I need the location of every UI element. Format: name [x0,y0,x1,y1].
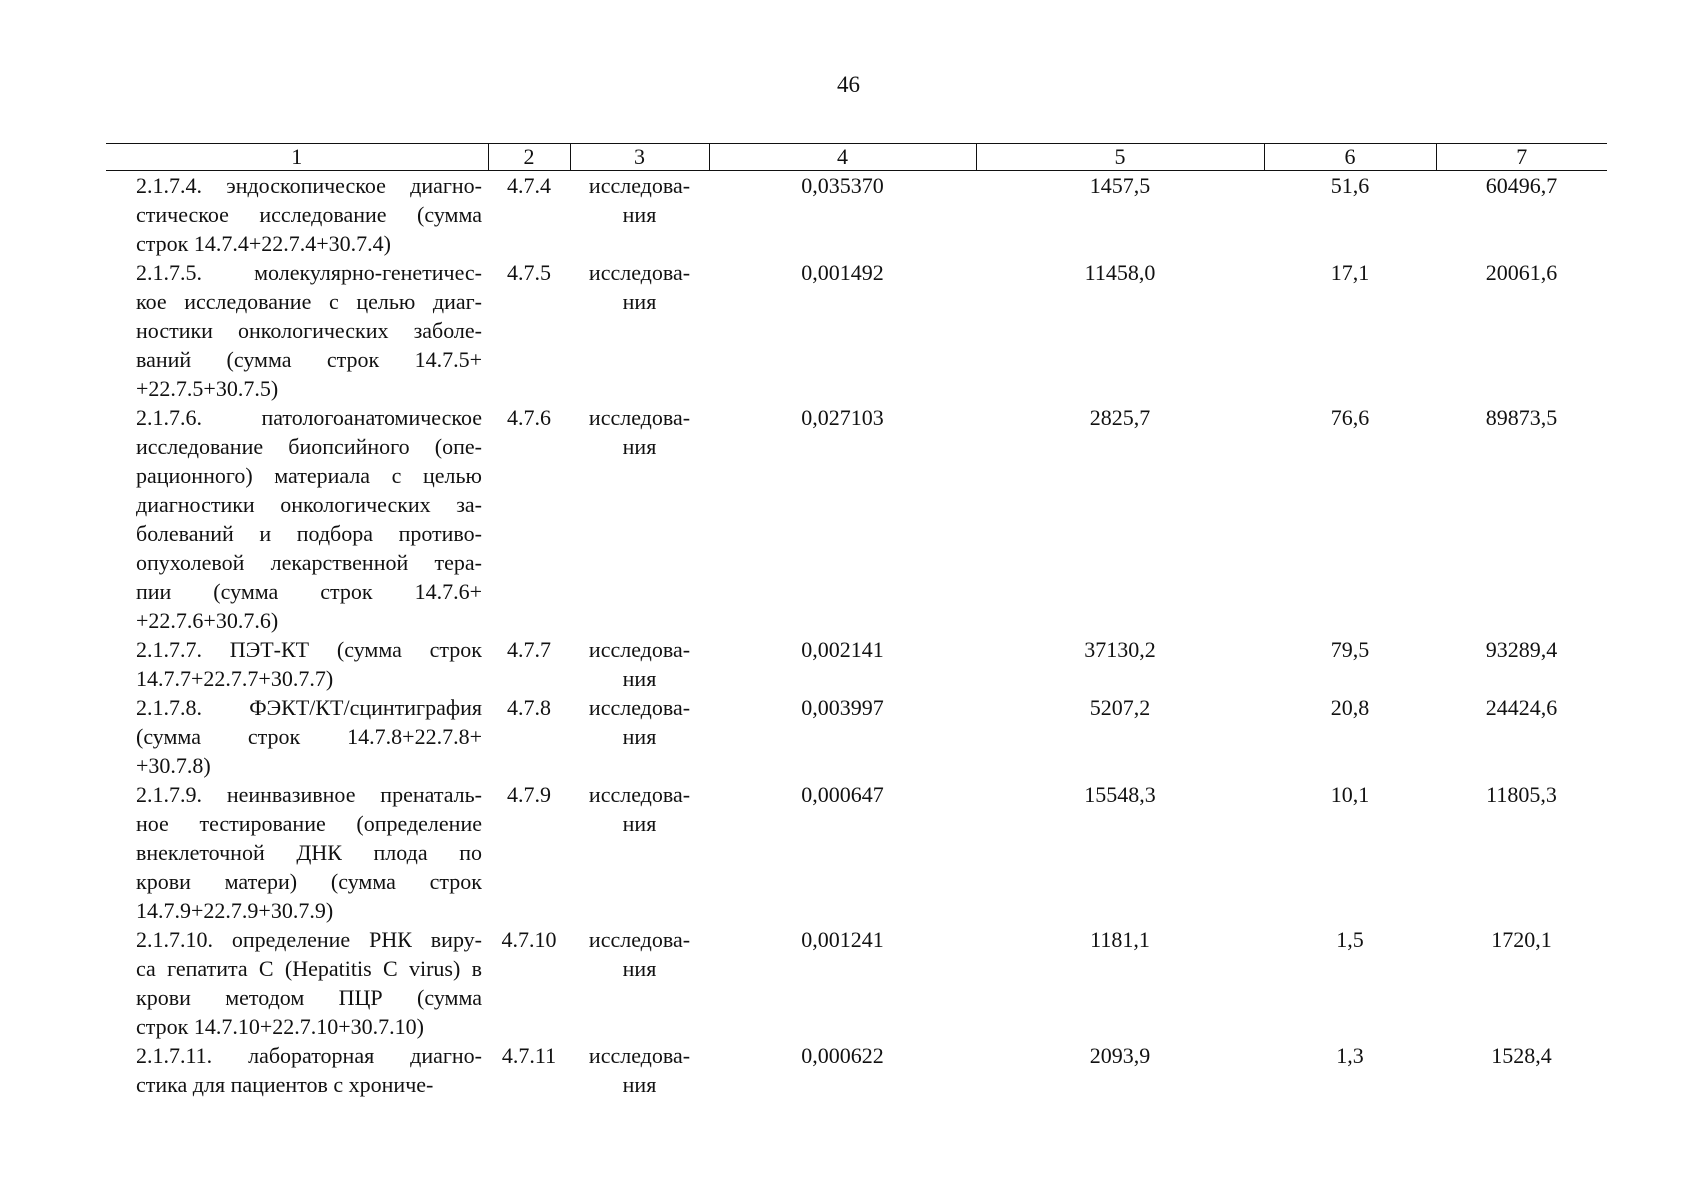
row-value-c5: 15548,3 [1084,782,1156,807]
row-value-c4: 0,001492 [801,260,884,285]
table-row [106,925,1607,1041]
row-value-c6: 17,1 [1330,260,1370,285]
unit-line: исследова- [588,173,691,198]
row-unit [570,171,709,259]
row-value-c5: 5207,2 [1089,695,1151,720]
row-description [106,693,488,780]
description-line: рационного) материала с целью [136,463,482,488]
row-unit [570,403,709,635]
description-line: 2.1.7.5. молекулярно-генетичес- [136,260,482,285]
description-line: кое исследование с целью диаг- [136,289,482,314]
row-value-c4: 0,002141 [801,637,884,662]
row-value-c4: 0,001241 [801,927,884,952]
header-cell: 4 [709,144,976,171]
description-line: крови матери) (сумма строк [136,869,482,894]
description-line: са гепатита C (Hepatitis C virus) в [136,956,482,981]
row-value-c5: 2093,9 [1089,1043,1151,1068]
row-description [106,1041,488,1099]
row-description [106,171,488,259]
row-code: 4.7.7 [507,637,551,662]
description-line: 2.1.7.9. неинвазивное пренаталь- [136,782,482,807]
row-value-c5: 2825,7 [1089,405,1151,430]
row-value-c5: 1181,1 [1090,927,1150,952]
description-line: стика для пациентов с хрониче- [136,1072,434,1097]
row-value-c7: 20061,6 [1485,260,1558,285]
row-value-c6: 1,5 [1336,927,1364,952]
header-row [106,144,1607,171]
description-line: пии (сумма строк 14.7.6+ [136,579,482,604]
description-line: 14.7.9+22.7.9+30.7.9) [136,898,334,923]
table-row [106,780,1607,925]
header-cell: 2 [488,144,570,171]
row-unit [570,635,709,693]
row-value-c7: 1528,4 [1491,1043,1552,1068]
description-line: +22.7.6+30.7.6) [136,608,279,633]
description-line: (сумма строк 14.7.8+22.7.8+ [136,724,482,749]
row-code: 4.7.10 [501,927,557,952]
row-value-c7: 1720,1 [1491,927,1552,952]
unit-line: ния [622,811,657,836]
description-line: строк 14.7.4+22.7.4+30.7.4) [136,231,391,256]
row-value-c5: 37130,2 [1084,637,1156,662]
row-value-c4: 0,003997 [801,695,884,720]
description-line: 2.1.7.10. определение РНК виру- [136,927,482,952]
description-line: болеваний и подбора противо- [136,521,482,546]
row-value-c7: 93289,4 [1485,637,1558,662]
table-row [106,258,1607,403]
unit-line: ния [622,724,657,749]
description-line: крови методом ПЦР (сумма [136,985,482,1010]
row-value-c7: 89873,5 [1485,405,1558,430]
row-value-c7: 11805,3 [1486,782,1557,807]
table-row [106,171,1607,259]
unit-line: исследова- [588,782,691,807]
description-line: внеклеточной ДНК плода по [136,840,482,865]
description-line: стическое исследование (сумма [136,202,482,227]
row-value-c6: 20,8 [1330,695,1370,720]
row-description [106,403,488,635]
row-unit [570,780,709,925]
row-value-c5: 11458,0 [1084,260,1156,285]
data-table [106,143,1607,1099]
unit-line: исследова- [588,260,691,285]
description-line: ваний (сумма строк 14.7.5+ [136,347,482,372]
row-value-c6: 76,6 [1330,405,1370,430]
row-value-c5: 1457,5 [1089,173,1151,198]
description-line: 14.7.7+22.7.7+30.7.7) [136,666,334,691]
row-value-c6: 10,1 [1330,782,1370,807]
description-line: 2.1.7.8. ФЭКТ/КТ/сцинтиграфия [136,695,482,720]
row-description [106,635,488,693]
row-code: 4.7.9 [507,782,551,807]
description-line: диагностики онкологических за- [136,492,482,517]
description-line: ностики онкологических заболе- [136,318,482,343]
unit-line: исследова- [588,637,691,662]
row-value-c7: 24424,6 [1485,695,1558,720]
row-value-c4: 0,000647 [801,782,884,807]
description-line: +22.7.5+30.7.5) [136,376,279,401]
description-line: 2.1.7.11. лабораторная диагно- [136,1043,482,1068]
row-description [106,925,488,1041]
unit-line: ния [622,666,657,691]
row-value-c4: 0,000622 [801,1043,884,1068]
page-number: 46 [837,72,860,97]
description-line: опухолевой лекарственной тера- [136,550,482,575]
header-cell: 6 [1264,144,1436,171]
row-code: 4.7.6 [507,405,551,430]
row-value-c7: 60496,7 [1485,173,1558,198]
row-description [106,780,488,925]
unit-line: ния [622,434,657,459]
unit-line: исследова- [588,927,691,952]
table-row [106,403,1607,635]
row-unit [570,925,709,1041]
header-cell: 5 [976,144,1264,171]
table-row [106,1041,1607,1099]
unit-line: исследова- [588,695,691,720]
header-cell: 1 [106,144,488,171]
unit-line: ния [622,289,657,314]
row-description [106,258,488,403]
row-code: 4.7.11 [501,1043,557,1068]
description-line: ное тестирование (определение [136,811,482,836]
description-line: строк 14.7.10+22.7.10+30.7.10) [136,1014,424,1039]
table-body [106,171,1607,1100]
row-value-c4: 0,027103 [801,405,884,430]
row-value-c4: 0,035370 [801,173,884,198]
row-value-c6: 51,6 [1330,173,1370,198]
row-value-c6: 79,5 [1330,637,1370,662]
header-cell: 7 [1436,144,1607,171]
description-line: +30.7.8) [136,753,211,778]
unit-line: ния [622,1072,657,1097]
table-row [106,635,1607,693]
description-line: 2.1.7.4. эндоскопическое диагно- [136,173,482,198]
unit-line: ния [622,202,657,227]
row-code: 4.7.8 [507,695,551,720]
table-row [106,693,1607,780]
row-unit [570,258,709,403]
unit-line: ния [622,956,657,981]
row-unit [570,693,709,780]
row-code: 4.7.4 [507,173,551,198]
description-line: 2.1.7.7. ПЭТ-КТ (сумма строк [136,637,482,662]
header-cell: 3 [570,144,709,171]
row-code: 4.7.5 [507,260,551,285]
row-value-c6: 1,3 [1336,1043,1364,1068]
description-line: 2.1.7.6. патологоанатомическое [136,405,482,430]
unit-line: исследова- [588,1043,691,1068]
unit-line: исследова- [588,405,691,430]
description-line: исследование биопсийного (опе- [136,434,482,459]
row-unit [570,1041,709,1099]
